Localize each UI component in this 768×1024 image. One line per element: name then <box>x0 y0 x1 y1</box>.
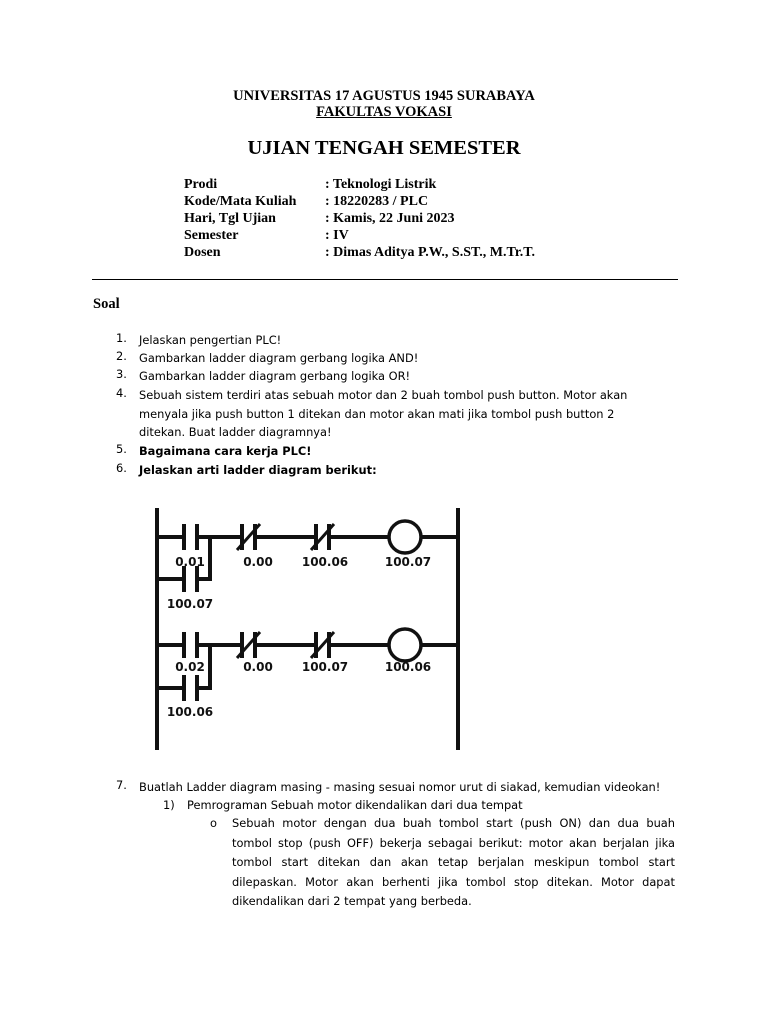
info-label-prodi: Prodi <box>184 177 218 192</box>
question-number: 4. <box>116 386 127 400</box>
question-text: Gambarkan ladder diagram gerbang logika OR! <box>139 369 411 383</box>
question-number: 1. <box>116 331 127 345</box>
question-text: Buatlah Ladder diagram masing - masing sesuai nomor urut di siakad, kemudian videokan! <box>139 780 661 794</box>
soal-heading: Soal <box>93 296 120 312</box>
sub-item-text: Pemrograman Sebuah motor dikendalikan dari dua tempat <box>187 798 523 812</box>
info-label-tanggal: Hari, Tgl Ujian <box>184 211 276 226</box>
ladder-diagram <box>148 500 468 755</box>
rung1-nc2-label: 100.06 <box>301 555 349 569</box>
rung1-nc1-label: 0.00 <box>243 555 273 569</box>
info-label-kode: Kode/Mata Kuliah <box>184 194 297 209</box>
info-value-prodi: : Teknologi Listrik <box>325 177 437 192</box>
rung2-seal-in-label: 100.06 <box>166 705 214 719</box>
question-text: Sebuah sistem terdiri atas sebuah motor dan 2 buah tombol push button. Motor akan menyala jika push button 1 ditekan dan motor akan mati jika tombol push button 2 ditekan. Buat ladder diagramnya! <box>139 388 628 439</box>
info-value-dosen: : Dimas Aditya P.W., S.ST., M.Tr.T. <box>325 245 536 260</box>
info-value-kode: : 18220283 / PLC <box>325 194 429 209</box>
header-divider <box>92 279 678 280</box>
rung1-contact-label: 0.01 <box>175 555 205 569</box>
sub-item-number: 1) <box>163 798 175 812</box>
rung1-seal-in-label: 100.07 <box>166 597 214 611</box>
question-text: Jelaskan pengertian PLC! <box>139 333 282 347</box>
question-number: 6. <box>116 461 127 475</box>
info-value-tanggal: : Kamis, 22 Juni 2023 <box>325 211 455 226</box>
rung1-coil <box>389 521 421 553</box>
rung1-coil-label: 100.07 <box>384 555 432 569</box>
info-value-semester: : IV <box>325 228 349 243</box>
rung2-coil-label: 100.06 <box>384 660 432 674</box>
rung2-contact-label: 0.02 <box>175 660 205 674</box>
question-number: 2. <box>116 349 127 363</box>
bullet-marker: o <box>210 816 217 830</box>
question-text: Gambarkan ladder diagram gerbang logika AND! <box>139 351 419 365</box>
info-label-dosen: Dosen <box>184 245 221 260</box>
exam-title: UJIAN TENGAH SEMESTER <box>247 137 521 159</box>
question-number: 3. <box>116 367 127 381</box>
question-text: Jelaskan arti ladder diagram berikut: <box>139 463 377 477</box>
info-label-semester: Semester <box>184 228 239 243</box>
rung2-nc2-label: 100.07 <box>301 660 349 674</box>
question-text: Bagaimana cara kerja PLC! <box>139 444 312 458</box>
university-name: UNIVERSITAS 17 AGUSTUS 1945 SURABAYA <box>233 88 535 104</box>
faculty-name: FAKULTAS VOKASI <box>316 104 452 120</box>
rung2-coil <box>389 629 421 661</box>
question-number: 5. <box>116 442 127 456</box>
bullet-text: Sebuah motor dengan dua buah tombol start (push ON) dan dua buah tombol stop (push OFF) bekerja sebagai berikut: motor akan berjalan jika tombol start ditekan dan akan tetap berjalan meskipun tombol start dilepaskan. Motor akan berhenti jika tombol stop ditekan. Motor dapat dikendalikan dari 2 tempat yang berbeda. <box>232 816 675 908</box>
question-number: 7. <box>116 778 127 792</box>
rung2-nc1-label: 0.00 <box>243 660 273 674</box>
